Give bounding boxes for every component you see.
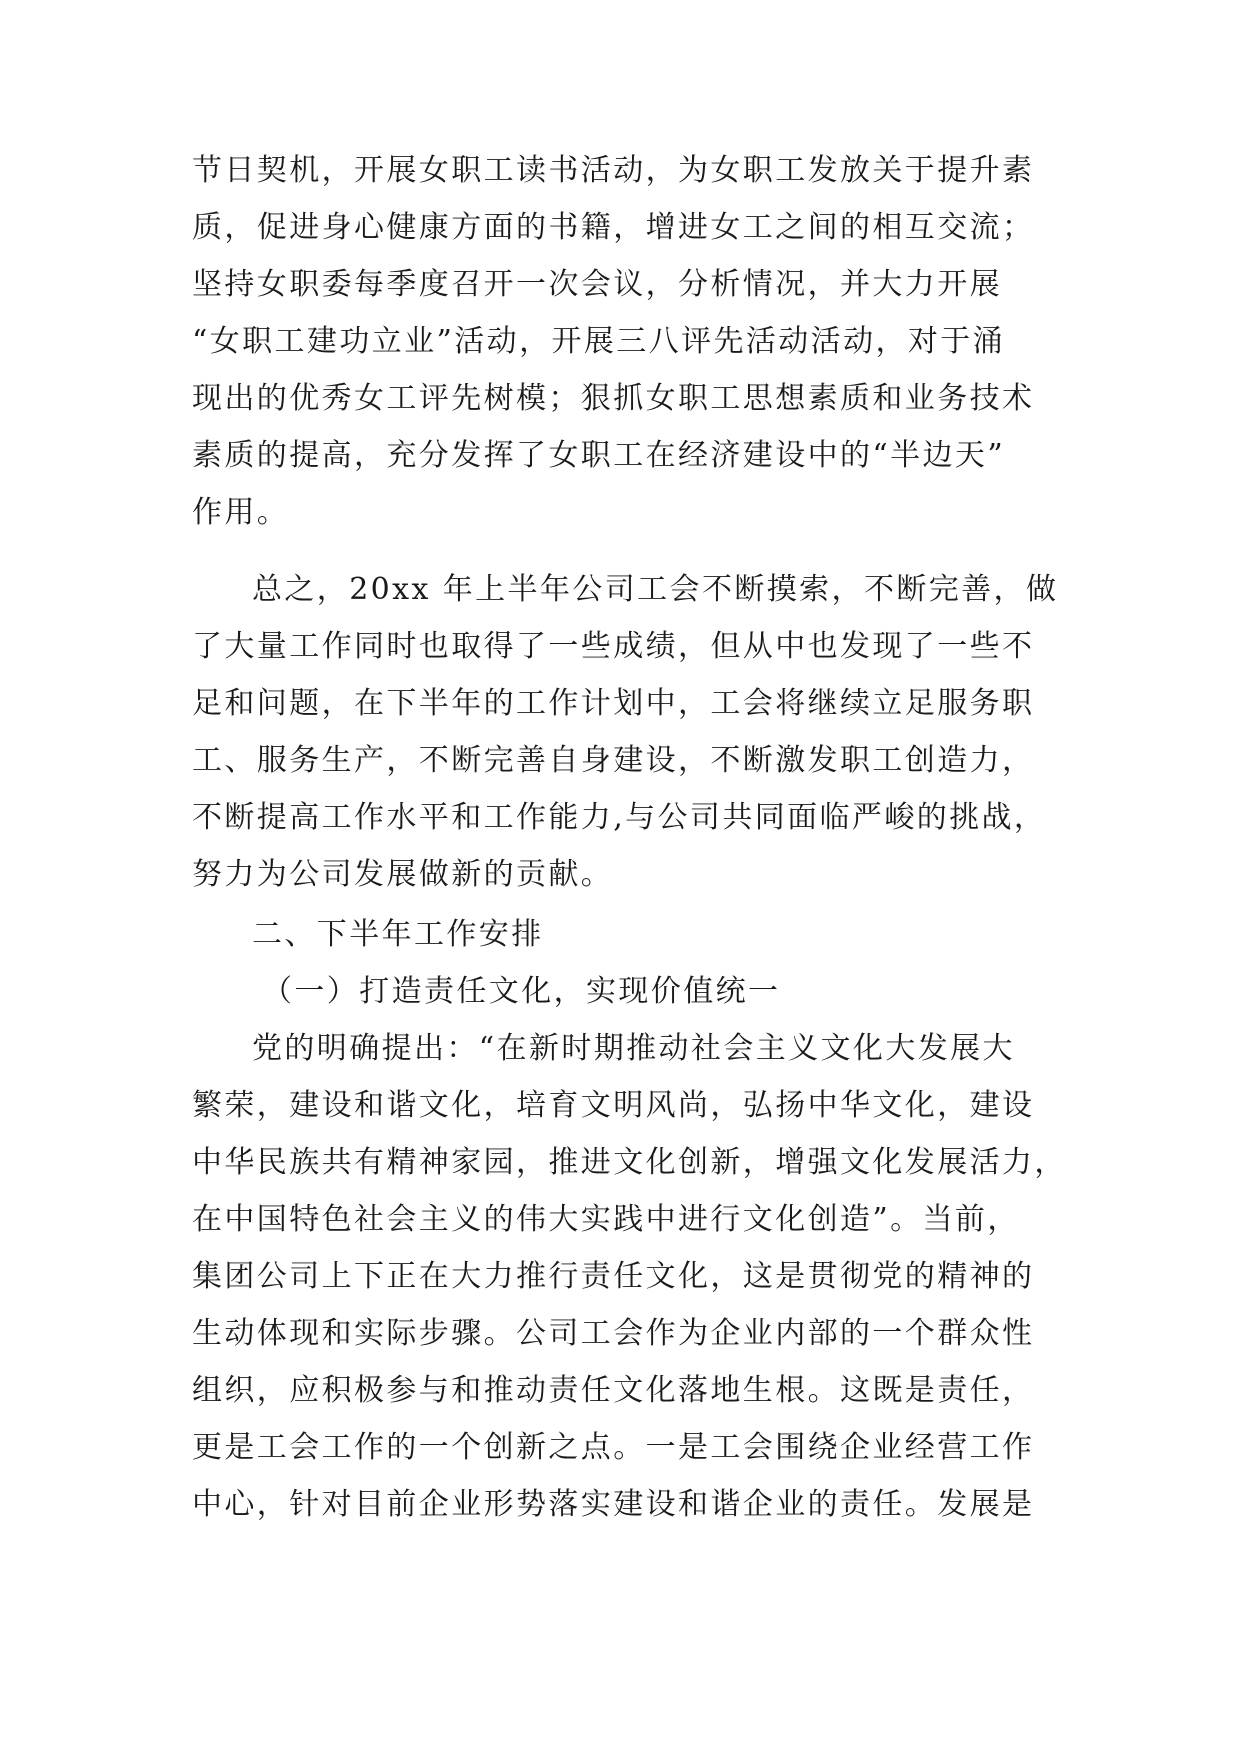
text-line: 工、服务生产，不断完善自身建设，不断激发职工创造力，	[192, 743, 1035, 778]
text-line: 繁荣，建设和谐文化，培育文明风尚，弘扬中华文化，建设	[192, 1088, 1035, 1123]
text-line: 现出的优秀女工评先树模；狠抓女职工思想素质和业务技术	[192, 381, 1035, 416]
text-line: 足和问题，在下半年的工作计划中，工会将继续立足服务职	[192, 686, 1035, 721]
text-line: 不断提高工作水平和工作能力,与公司共同面临严峻的挑战，	[192, 800, 1047, 835]
text-line: 素质的提高，充分发挥了女职工在经济建设中的“半边天”	[192, 438, 1006, 473]
text-line: 努力为公司发展做新的贡献。	[192, 857, 614, 892]
text-line: 坚持女职委每季度召开一次会议，分析情况，并大力开展	[192, 267, 1002, 302]
subsection-heading: （一）打造责任文化，实现价值统一	[262, 974, 781, 1009]
text-line: 组织，应积极参与和推动责任文化落地生根。这既是责任，	[192, 1373, 1035, 1408]
text-line: 在中国特色社会主义的伟大实践中进行文化创造”。当前，	[192, 1202, 1020, 1237]
text-line: “女职工建功立业”活动，开展三八评先活动活动，对于涌	[192, 324, 1006, 359]
paragraph-summary-start: 总之，20xx 年上半年公司工会不断摸索，不断完善，做	[252, 572, 1059, 607]
text-line: 中心，针对目前企业形势落实建设和谐企业的责任。发展是	[192, 1487, 1035, 1522]
paragraph-culture-start: 党的明确提出：“在新时期推动社会主义文化大发展大	[252, 1031, 1015, 1066]
text-line: 质，促进身心健康方面的书籍，增进女工之间的相互交流；	[192, 210, 1035, 245]
text-line: 集团公司上下正在大力推行责任文化，这是贯彻党的精神的	[192, 1259, 1035, 1294]
text-line: 生动体现和实际步骤。公司工会作为企业内部的一个群众性	[192, 1316, 1035, 1351]
section-heading: 二、下半年工作安排	[252, 917, 544, 952]
text-line: 作用。	[192, 495, 290, 530]
text-line: 了大量工作同时也取得了一些成绩，但从中也发现了一些不	[192, 629, 1035, 664]
text-line: 中华民族共有精神家园，推进文化创新，增强文化发展活力，	[192, 1145, 1067, 1180]
text-line: 更是工会工作的一个创新之点。一是工会围绕企业经营工作	[192, 1430, 1035, 1465]
text-line: 节日契机，开展女职工读书活动，为女职工发放关于提升素	[192, 153, 1035, 188]
